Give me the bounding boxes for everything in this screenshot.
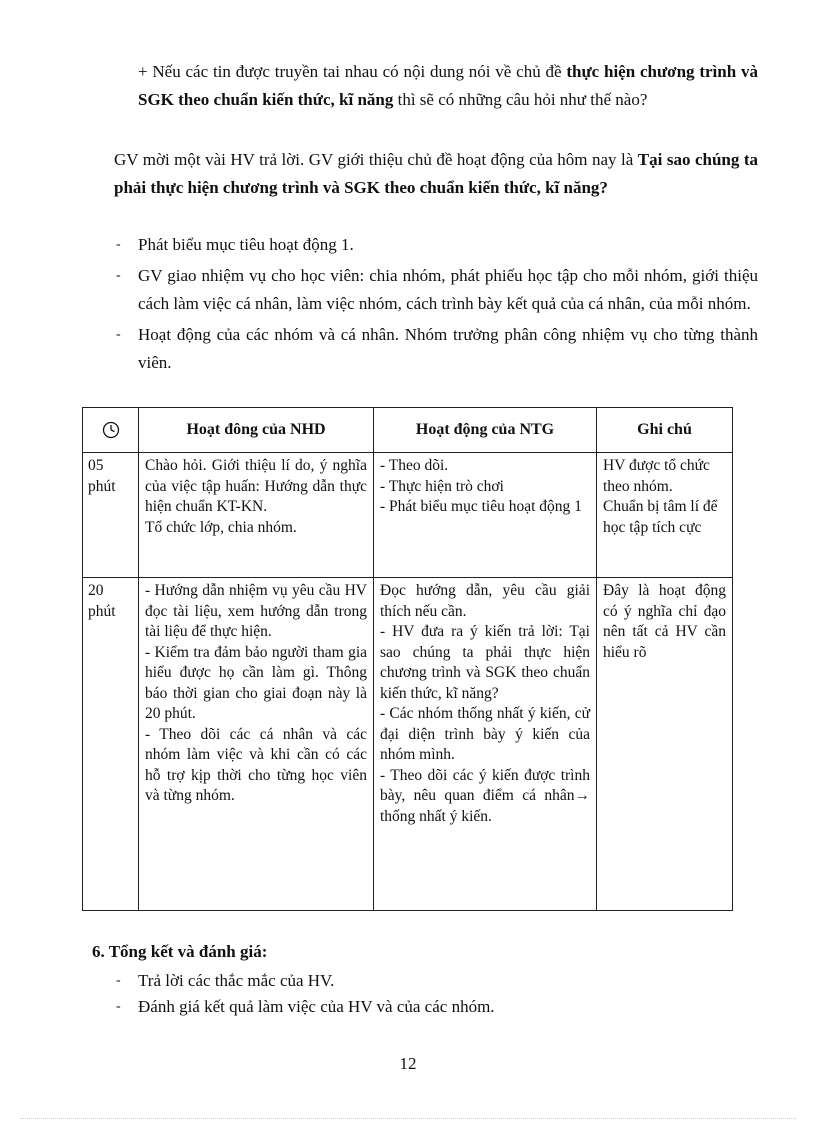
cell-line: Chào hỏi. Giới thiệu lí do, ý nghĩa của việc tập huấn: Hướng dẫn thực hiện chuẩn KT-KN.: [145, 457, 367, 515]
nhd-cell: [139, 453, 374, 578]
gv-intro-paragraph: [114, 146, 758, 202]
time-unit: phút: [88, 477, 116, 495]
table-row: [83, 578, 733, 911]
activity-table: [82, 407, 733, 911]
cell-line: HV được tổ chức theo nhóm.: [603, 457, 710, 495]
cell-line: - Hướng dẫn nhiệm vụ yêu cầu HV đọc tài liệu, xem hướng dẫn trong tài liệu để thực hiện.: [145, 582, 367, 640]
table-row: [83, 453, 733, 578]
gv-intro-text: GV mời một vài HV trả lời. GV giới thiệu chủ đề hoạt động của hôm nay là: [114, 150, 638, 169]
cell-line: - Các nhóm thống nhất ý kiến, cử đại diện trình bày ý kiến của nhóm mình.: [380, 705, 590, 763]
note-cell: [597, 453, 733, 578]
cell-line: - HV đưa ra ý kiến trả lời: Tại sao chúng ta phải thực hiện chương trình và SGK theo chuẩn kiến thức, kĩ năng?: [380, 623, 590, 702]
cell-line: Đọc hướng dẫn, yêu cầu giải thích nếu cần.: [380, 582, 590, 620]
cell-line: - Theo dõi.: [380, 457, 449, 474]
list-item: [114, 262, 758, 318]
list-item: [114, 321, 758, 377]
list-item-text: Đánh giá kết quả làm việc của HV và của các nhóm.: [138, 997, 495, 1016]
section-6-title: 6. Tổng kết và đánh giá:: [92, 942, 268, 961]
summary-bullet-list: [114, 968, 758, 1020]
intro-text-end: thì sẽ có những câu hỏi như thế nào?: [393, 90, 648, 109]
bullet-dash: -: [116, 268, 121, 283]
cell-line: - Thực hiện trò chơi: [380, 477, 504, 495]
bullet-dash: -: [116, 237, 121, 252]
time-header: [83, 408, 139, 453]
topic-title: Tại sao chúng ta phải thực hiện chương trình và SGK theo chuẩn kiến thức, kĩ năng?: [114, 150, 759, 197]
cell-line: - Kiểm tra đảm bảo người tham gia hiểu được họ cần làm gì. Thông báo thời gian cho giai đoạn này là 20 phút.: [145, 643, 367, 722]
bullet-dash: -: [116, 327, 121, 342]
time-value: 05: [88, 457, 104, 474]
list-item-text: Phát biểu mục tiêu hoạt động 1.: [138, 235, 354, 254]
page-number: 12: [399, 1054, 417, 1073]
list-item: [114, 968, 758, 994]
ntg-cell: [374, 578, 597, 911]
ntg-cell: [374, 453, 597, 578]
list-item-text: Trả lời các thắc mắc của HV.: [138, 971, 335, 990]
nhd-cell: [139, 578, 374, 911]
time-cell: [83, 453, 139, 578]
list-item-text: GV giao nhiệm vụ cho học viên: chia nhóm, phát phiếu học tập cho mỗi nhóm, giới thiệu cách làm việc cá nhân, làm việc nhóm, cách trình bày kết quả của cá nhân, của mỗi nhóm.: [138, 266, 758, 313]
bullet-dash: -: [116, 999, 121, 1014]
note-header: Ghi chú: [597, 408, 733, 453]
activity-bullet-list: [114, 231, 758, 380]
intro-bold-text: thực hiện chương trình và SGK theo chuẩn kiến thức, kĩ năng: [138, 62, 758, 109]
footer-divider: [20, 1118, 796, 1119]
nhd-header: Hoạt đông của NHD: [139, 408, 374, 453]
cell-line: Chuẩn bị tâm lí để học tập tích cực: [603, 498, 718, 536]
intro-question-paragraph: [138, 58, 758, 114]
cell-line: - Theo dõi các ý kiến được trình bày, nêu quan điểm cá nhân→ thống nhất ý kiến.: [380, 766, 590, 825]
bullet-dash: -: [116, 973, 121, 988]
intro-text: + Nếu các tin được truyền tai nhau có nội dung nói về chủ đề: [138, 62, 567, 81]
table-header-row: [83, 408, 733, 453]
time-value: 20: [88, 582, 104, 599]
cell-line: Tổ chức lớp, chia nhóm.: [145, 518, 297, 536]
time-unit: phút: [88, 602, 116, 620]
time-cell: [83, 578, 139, 911]
cell-line: - Theo dõi các cá nhân và các nhóm làm việc và khi cần có các hỗ trợ kịp thời cho từng học viên và từng nhóm.: [145, 725, 367, 804]
clock-icon: [102, 421, 120, 439]
list-item: [114, 231, 758, 259]
cell-line: - Phát biểu mục tiêu hoạt động 1: [380, 498, 582, 515]
ntg-header: Hoạt động của NTG: [374, 408, 597, 453]
cell-line: Đây là hoạt động có ý nghĩa chỉ đạo nên tất cả HV cần hiểu rõ: [603, 582, 726, 661]
list-item-text: Hoạt động của các nhóm và cá nhân. Nhóm trưởng phân công nhiệm vụ cho từng thành viên.: [138, 325, 758, 372]
note-cell: [597, 578, 733, 911]
list-item: [114, 994, 758, 1020]
